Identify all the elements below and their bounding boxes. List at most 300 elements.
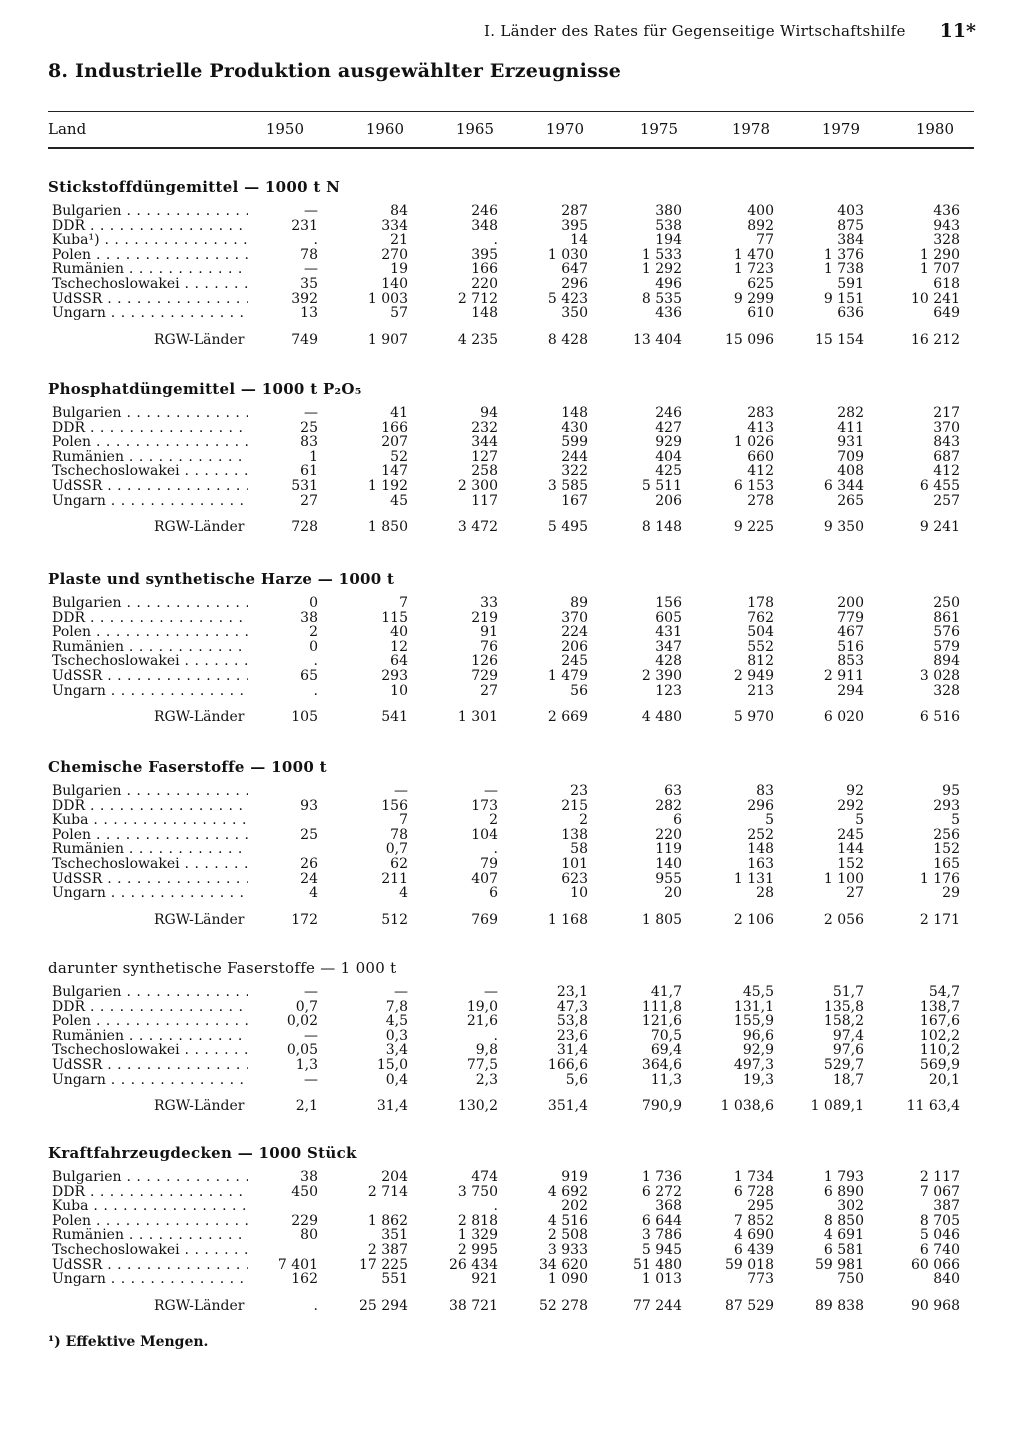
value-cell: — (484, 783, 498, 799)
value-cell: 18,7 (832, 1071, 864, 1088)
value-cell: 80 (300, 1227, 318, 1244)
total-row (48, 1097, 974, 1115)
value-cell: 115 (381, 609, 408, 626)
value-cell: 9 350 (823, 519, 864, 536)
value-cell: 52 (390, 448, 408, 465)
country-name: Ungarn . . . (52, 1073, 248, 1088)
value-cell: 31,4 (376, 1098, 408, 1115)
value-cell: 83 (756, 783, 774, 799)
country-name: DDR . . . (52, 421, 248, 436)
value-cell: 1 734 (733, 1169, 774, 1185)
value-cell: 7 401 (277, 1256, 318, 1273)
value-cell: 9 299 (733, 290, 774, 307)
value-cell: 411 (837, 419, 864, 436)
country-name: Bulgarien . . . (52, 985, 248, 1000)
table-row (48, 262, 974, 277)
total-label: RGW-Länder (154, 1297, 245, 1314)
value-cell: 3 585 (547, 477, 588, 494)
value-cell: 921 (471, 1271, 498, 1288)
table-row (48, 1228, 974, 1243)
value-cell: 47,3 (556, 998, 588, 1015)
value-cell: 2 (579, 812, 588, 829)
value-cell: 282 (837, 405, 864, 421)
value-cell: 83 (300, 434, 318, 451)
value-cell: 294 (837, 682, 864, 699)
table-section (48, 957, 974, 1115)
value-cell: 26 434 (449, 1256, 498, 1273)
value-cell: 25 (300, 826, 318, 843)
value-cell: 45 (390, 492, 408, 509)
country-name: UdSSR . . . (52, 1058, 248, 1073)
value-cell: 875 (837, 217, 864, 234)
value-cell: 246 (471, 203, 498, 219)
value-cell: 110,2 (919, 1042, 960, 1059)
value-cell: 94 (480, 405, 498, 421)
value-cell: 579 (933, 638, 960, 655)
value-cell: 207 (381, 434, 408, 451)
table-row (48, 277, 974, 292)
value-cell: 5 495 (547, 519, 588, 536)
value-cell: 77 244 (633, 1297, 682, 1314)
value-cell: 295 (747, 1198, 774, 1215)
value-cell: 436 (655, 305, 682, 322)
value-cell: 296 (747, 797, 774, 814)
value-cell: 84 (390, 203, 408, 219)
value-cell: — (304, 1027, 318, 1044)
section-rows (48, 204, 974, 349)
value-cell: 17 225 (359, 1256, 408, 1273)
table-row (48, 625, 974, 640)
country-name: Bulgarien . . . (52, 406, 248, 421)
value-cell: 138 (561, 826, 588, 843)
value-cell: 102,2 (919, 1027, 960, 1044)
value-cell: 58 (570, 841, 588, 858)
value-cell: 8 148 (641, 519, 682, 536)
value-cell: 38 721 (449, 1297, 498, 1314)
value-cell: 1 013 (641, 1271, 682, 1288)
value-cell: 231 (291, 217, 318, 234)
table-row (48, 1199, 974, 1214)
value-cell: 1 736 (641, 1169, 682, 1185)
table-row (48, 857, 974, 872)
value-cell: 19 (390, 261, 408, 278)
table-row (48, 435, 974, 450)
value-cell: 364,6 (641, 1056, 682, 1073)
value-cell: 76 (480, 638, 498, 655)
section-rows (48, 596, 974, 726)
value-cell: 165 (933, 855, 960, 872)
value-cell: 1 862 (367, 1212, 408, 1229)
value-cell: 167,6 (919, 1013, 960, 1030)
table-row (48, 479, 974, 494)
value-cell: 41,7 (650, 984, 682, 1000)
value-cell: 618 (933, 275, 960, 292)
value-cell: 512 (381, 911, 408, 928)
value-cell: 53,8 (556, 1013, 588, 1030)
section-rows (48, 1170, 974, 1315)
total-row (48, 911, 974, 929)
total-label: RGW-Länder (154, 1098, 245, 1115)
value-cell: 395 (561, 217, 588, 234)
value-cell: 62 (390, 855, 408, 872)
table-row (48, 640, 974, 655)
value-cell: 1 176 (919, 870, 960, 887)
total-label: RGW-Länder (154, 911, 245, 928)
value-cell: 892 (747, 217, 774, 234)
value-cell: 56 (570, 682, 588, 699)
value-cell: 9 225 (733, 519, 774, 536)
total-label: RGW-Länder (154, 709, 245, 726)
value-cell: 412 (747, 463, 774, 480)
value-cell: . (313, 682, 318, 699)
table-section (48, 568, 974, 726)
value-cell: 166 (381, 419, 408, 436)
country-name: Ungarn . . . (52, 886, 248, 901)
country-name: Ungarn . . . (52, 494, 248, 509)
value-cell: 728 (291, 519, 318, 536)
value-cell: 7 (399, 812, 408, 829)
value-cell: 430 (561, 419, 588, 436)
table-row (48, 596, 974, 611)
value-cell: 749 (291, 331, 318, 348)
value-cell: 211 (381, 870, 408, 887)
value-cell: 380 (655, 203, 682, 219)
country-name: Tschechoslowakei . . . (52, 654, 248, 669)
total-row (48, 1297, 974, 1315)
value-cell: 5 (765, 812, 774, 829)
table-row (48, 1243, 974, 1258)
value-cell: 3 028 (919, 667, 960, 684)
value-cell: 425 (655, 463, 682, 480)
value-cell: 213 (747, 682, 774, 699)
value-cell: — (304, 984, 318, 1000)
value-cell: 163 (747, 855, 774, 872)
country-name: Rumänien . . . (52, 262, 248, 277)
value-cell: 431 (655, 624, 682, 641)
value-cell: 61 (300, 463, 318, 480)
value-cell: 28 (756, 885, 774, 902)
value-cell: 23 (570, 783, 588, 799)
value-cell: 551 (381, 1271, 408, 1288)
value-cell: — (394, 984, 408, 1000)
value-cell: 1 192 (367, 477, 408, 494)
value-cell: 1 (309, 448, 318, 465)
value-cell: 387 (933, 1198, 960, 1215)
value-cell: 79 (480, 855, 498, 872)
value-cell: 23,6 (556, 1027, 588, 1044)
value-cell: 328 (933, 232, 960, 249)
table-row (48, 1000, 974, 1015)
value-cell: 591 (837, 275, 864, 292)
value-cell: 931 (837, 434, 864, 451)
value-cell: 6 (673, 812, 682, 829)
value-cell: 2,3 (475, 1071, 498, 1088)
value-cell: 404 (655, 448, 682, 465)
country-name: Kuba . . . (52, 813, 248, 828)
value-cell: 15,0 (376, 1056, 408, 1073)
value-cell: 5 (951, 812, 960, 829)
value-cell: 302 (837, 1198, 864, 1215)
value-cell: 252 (747, 826, 774, 843)
value-cell: 1,3 (295, 1056, 318, 1073)
value-cell: 2 (309, 624, 318, 641)
value-cell: 3 786 (641, 1227, 682, 1244)
value-cell: 23,1 (556, 984, 588, 1000)
value-cell: 5 046 (919, 1227, 960, 1244)
value-cell: 97,6 (832, 1042, 864, 1059)
value-cell: 1 290 (919, 246, 960, 263)
value-cell: 529,7 (823, 1056, 864, 1073)
value-cell: 5 (855, 812, 864, 829)
value-cell: 258 (471, 463, 498, 480)
country-name: Bulgarien . . . (52, 596, 248, 611)
value-cell: 95 (942, 783, 960, 799)
value-cell: 407 (471, 870, 498, 887)
value-cell: 96,6 (742, 1027, 774, 1044)
value-cell: 576 (933, 624, 960, 641)
value-cell: 344 (471, 434, 498, 451)
table-header-rule (48, 147, 974, 149)
total-row (48, 331, 974, 349)
value-cell: 77,5 (466, 1056, 498, 1073)
value-cell: 0,3 (385, 1027, 408, 1044)
value-cell: 166,6 (547, 1056, 588, 1073)
value-cell: 6 740 (919, 1241, 960, 1258)
table-row (48, 494, 974, 509)
value-cell: 130,2 (457, 1098, 498, 1115)
value-cell: 413 (747, 419, 774, 436)
value-cell: 649 (933, 305, 960, 322)
value-cell: . (313, 653, 318, 670)
country-name: DDR . . . (52, 219, 248, 234)
value-cell: 0 (309, 638, 318, 655)
value-cell: 69,4 (650, 1042, 682, 1059)
value-cell: 13 404 (633, 331, 682, 348)
country-name: Polen . . . (52, 625, 248, 640)
value-cell: 220 (655, 826, 682, 843)
value-cell: 194 (655, 232, 682, 249)
value-cell: 2 818 (457, 1212, 498, 1229)
value-cell: 21 (390, 232, 408, 249)
value-cell: 1 723 (733, 261, 774, 278)
value-cell: 351,4 (547, 1098, 588, 1115)
value-cell: 296 (561, 275, 588, 292)
value-cell: 750 (837, 1271, 864, 1288)
value-cell: 12 (390, 638, 408, 655)
value-cell: 26 (300, 855, 318, 872)
value-cell: 45,5 (742, 984, 774, 1000)
table-row (48, 842, 974, 857)
value-cell: 52 278 (539, 1297, 588, 1314)
value-cell: 15 096 (725, 331, 774, 348)
value-cell: 232 (471, 419, 498, 436)
value-cell: 6 020 (823, 709, 864, 726)
value-cell: 87 529 (725, 1297, 774, 1314)
value-cell: 148 (561, 405, 588, 421)
value-cell: 131,1 (733, 998, 774, 1015)
value-cell: 450 (291, 1183, 318, 1200)
section-rows (48, 406, 974, 536)
value-cell: 541 (381, 709, 408, 726)
value-cell: 1 470 (733, 246, 774, 263)
value-cell: 6 439 (733, 1241, 774, 1258)
value-cell: 11,3 (650, 1071, 682, 1088)
value-cell: 1 907 (367, 331, 408, 348)
country-name: Tschechoslowakei . . . (52, 1243, 248, 1258)
value-cell: 4 235 (457, 331, 498, 348)
value-cell: 220 (471, 275, 498, 292)
value-cell: . (493, 841, 498, 858)
value-cell: 1 805 (641, 911, 682, 928)
value-cell: 1 089,1 (810, 1098, 864, 1115)
country-name: Tschechoslowakei . . . (52, 464, 248, 479)
value-cell: 250 (933, 595, 960, 611)
country-name: Kuba¹) . . . (52, 233, 248, 248)
value-cell: 395 (471, 246, 498, 263)
value-cell: 538 (655, 217, 682, 234)
value-cell: 152 (933, 841, 960, 858)
value-cell: 283 (747, 405, 774, 421)
value-cell: 762 (747, 609, 774, 626)
value-cell: 1 329 (457, 1227, 498, 1244)
value-cell: 2 712 (457, 290, 498, 307)
value-cell: 111,8 (641, 998, 682, 1015)
section-rows (48, 985, 974, 1115)
value-cell: 5 945 (641, 1241, 682, 1258)
value-cell: 70,5 (650, 1027, 682, 1044)
value-cell: 5 423 (547, 290, 588, 307)
value-cell: 292 (837, 797, 864, 814)
value-cell: 152 (837, 855, 864, 872)
value-cell: 6 153 (733, 477, 774, 494)
table-row (48, 406, 974, 421)
value-cell: 4 (399, 885, 408, 902)
value-cell: 1 301 (457, 709, 498, 726)
value-cell: 38 (300, 609, 318, 626)
country-name: Rumänien . . . (52, 1029, 248, 1044)
table-row (48, 450, 974, 465)
table-row (48, 1214, 974, 1229)
value-cell: 1 038,6 (720, 1098, 774, 1115)
value-cell: 34 620 (539, 1256, 588, 1273)
country-name: UdSSR . . . (52, 669, 248, 684)
table-row (48, 799, 974, 814)
value-cell: 403 (837, 203, 864, 219)
country-name: Rumänien . . . (52, 1228, 248, 1243)
value-cell: 6 455 (919, 477, 960, 494)
value-cell: 27 (300, 492, 318, 509)
value-cell: 1 131 (733, 870, 774, 887)
value-cell: 2 995 (457, 1241, 498, 1258)
value-cell: 219 (471, 609, 498, 626)
value-cell: 392 (291, 290, 318, 307)
country-name: DDR . . . (52, 1000, 248, 1015)
total-label: RGW-Länder (154, 331, 245, 348)
value-cell: 257 (933, 492, 960, 509)
table-row (48, 684, 974, 699)
value-cell: 24 (300, 870, 318, 887)
table-row (48, 1029, 974, 1044)
value-cell: 21,6 (466, 1013, 498, 1030)
value-cell: 105 (291, 709, 318, 726)
value-cell: 769 (471, 911, 498, 928)
value-cell: 9 241 (919, 519, 960, 536)
value-cell: 2 669 (547, 709, 588, 726)
value-cell: 625 (747, 275, 774, 292)
country-name: DDR . . . (52, 611, 248, 626)
value-cell: 51,7 (832, 984, 864, 1000)
table-row (48, 1014, 974, 1029)
section-rows (48, 784, 974, 929)
value-cell: 38 (300, 1169, 318, 1185)
value-cell: 59 981 (815, 1256, 864, 1273)
value-cell: 148 (747, 841, 774, 858)
value-cell: 90 968 (911, 1297, 960, 1314)
column-header-year: 1975 (639, 120, 678, 138)
table-row (48, 1272, 974, 1287)
value-cell: 4 (309, 885, 318, 902)
value-cell: 1 850 (367, 519, 408, 536)
value-cell: 328 (933, 682, 960, 699)
value-cell: 516 (837, 638, 864, 655)
value-cell: 92 (846, 783, 864, 799)
table-row (48, 654, 974, 669)
value-cell: 623 (561, 870, 588, 887)
value-cell: 3 472 (457, 519, 498, 536)
value-cell: 2 390 (641, 667, 682, 684)
value-cell: 2 171 (919, 911, 960, 928)
value-cell: 8 535 (641, 290, 682, 307)
value-cell: 709 (837, 448, 864, 465)
country-name: Polen . . . (52, 828, 248, 843)
value-cell: 156 (655, 595, 682, 611)
value-cell: 4 516 (547, 1212, 588, 1229)
value-cell: 10 (570, 885, 588, 902)
table-section (48, 176, 974, 349)
value-cell: 93 (300, 797, 318, 814)
country-name: Bulgarien . . . (52, 204, 248, 219)
value-cell: 5 511 (641, 477, 682, 494)
value-cell: 2 508 (547, 1227, 588, 1244)
value-cell: 2 (489, 812, 498, 829)
value-cell: 6 890 (823, 1183, 864, 1200)
value-cell: 278 (747, 492, 774, 509)
value-cell: 4 692 (547, 1183, 588, 1200)
value-cell: 773 (747, 1271, 774, 1288)
value-cell: 119 (655, 841, 682, 858)
country-name: Polen . . . (52, 1014, 248, 1029)
column-header-year: 1970 (545, 120, 584, 138)
value-cell: 467 (837, 624, 864, 641)
value-cell: 5 970 (733, 709, 774, 726)
table-row (48, 464, 974, 479)
value-cell: 0 (309, 595, 318, 611)
value-cell: 59 018 (725, 1256, 774, 1273)
value-cell: 127 (471, 448, 498, 465)
value-cell: 123 (655, 682, 682, 699)
table-row (48, 828, 974, 843)
section-heading: Phosphatdüngemittel — 1000 t P₂O₅ (48, 380, 362, 398)
value-cell: 51 480 (633, 1256, 682, 1273)
value-cell: 1 707 (919, 261, 960, 278)
value-cell: 64 (390, 653, 408, 670)
value-cell: 334 (381, 217, 408, 234)
value-cell: — (484, 984, 498, 1000)
value-cell: 9 151 (823, 290, 864, 307)
value-cell: 2 106 (733, 911, 774, 928)
country-name: Bulgarien . . . (52, 1170, 248, 1185)
value-cell: 147 (381, 463, 408, 480)
